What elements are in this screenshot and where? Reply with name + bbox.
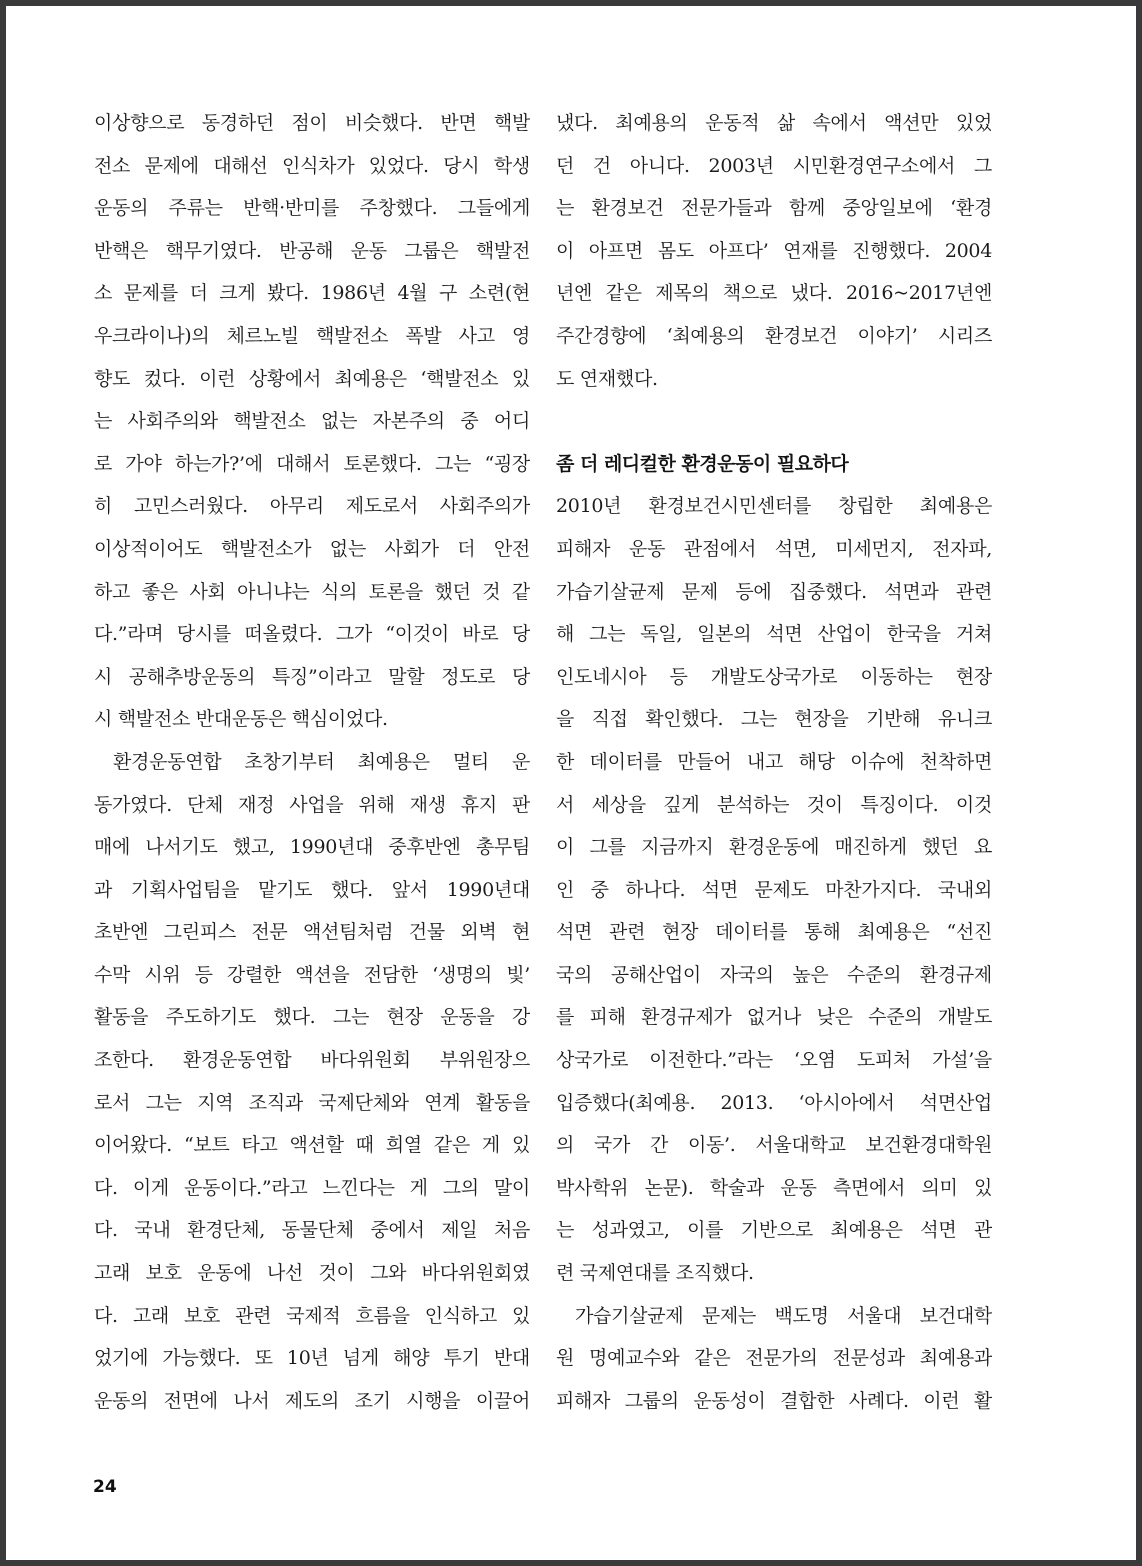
- text-line: 는 사회주의와 핵발전소 없는 자본주의 중 어디: [94, 410, 530, 433]
- text-line: 이어왔다. “보트 타고 액션할 때 희열 같은 게 있: [94, 1134, 530, 1157]
- text-line: 피해자 운동 관점에서 석면, 미세먼지, 전자파,: [556, 537, 992, 560]
- text-line: 다. 국내 환경단체, 동물단체 중에서 제일 처음: [94, 1219, 530, 1242]
- text-line: 이 그를 지금까지 환경운동에 매진하게 했던 요: [556, 836, 992, 859]
- text-line: 가습기살균제 문제 등에 집중했다. 석면과 관련: [556, 580, 992, 603]
- text-line: 이상향으로 동경하던 점이 비슷했다. 반면 핵발: [94, 112, 530, 134]
- text-line: 한 데이터를 만들어 내고 해당 이슈에 천착하면: [556, 750, 992, 773]
- text-line: 박사학위 논문). 학술과 운동 측면에서 의미 있: [556, 1176, 992, 1199]
- text-line: 는 성과였고, 이를 기반으로 최예용은 석면 관: [556, 1219, 992, 1242]
- text-line: 반핵은 핵무기였다. 반공해 운동 그룹은 핵발전: [94, 239, 530, 262]
- right-column: [556, 102, 992, 1422]
- text-line: 서 세상을 깊게 분석하는 것이 특징이다. 이것: [556, 793, 992, 816]
- text-line: 인도네시아 등 개발도상국가로 이동하는 현장: [556, 665, 992, 688]
- text-line: 해 그는 독일, 일본의 석면 산업이 한국을 거쳐: [556, 623, 992, 646]
- text-line: 다.”라며 당시를 떠올렸다. 그가 “이것이 바로 당: [94, 623, 530, 646]
- text-line: 상국가로 이전한다.”라는 ‘오염 도피처 가설’을: [556, 1049, 992, 1072]
- left-column: [94, 102, 530, 1422]
- text-line: 시 공해추방운동의 특징”이라고 말할 정도로 당: [94, 665, 530, 688]
- text-line: 소 문제를 더 크게 봤다. 1986년 4월 구 소련(현: [94, 282, 530, 305]
- text-line: 향도 컸다. 이런 상황에서 최예용은 ‘핵발전소 있: [94, 367, 530, 390]
- text-line: 매에 나서기도 했고, 1990년대 중후반엔 총무팀: [94, 836, 530, 859]
- text-line: 조한다. 환경운동연합 바다위원회 부위원장으: [94, 1049, 530, 1072]
- text-line: 다. 고래 보호 관련 국제적 흐름을 인식하고 있: [94, 1304, 530, 1327]
- page-number: 24: [93, 1477, 117, 1497]
- text-line: 주간경향에 ‘최예용의 환경보건 이야기’ 시리즈: [556, 324, 992, 347]
- text-line: 활동을 주도하기도 했다. 그는 현장 운동을 강: [94, 1006, 530, 1029]
- text-line: 이 아프면 몸도 아프다’ 연재를 진행했다. 2004: [556, 239, 992, 262]
- text-line: 던 건 아니다. 2003년 시민환경연구소에서 그: [556, 154, 992, 177]
- text-line: 원 명예교수와 같은 전문가의 전문성과 최예용과: [556, 1347, 992, 1370]
- section-heading: 좀 더 레디컬한 환경운동이 필요하다: [556, 452, 849, 475]
- text-line: 히 고민스러웠다. 아무리 제도로서 사회주의가: [94, 495, 530, 518]
- text-line: 운동의 전면에 나서 제도의 조기 시행을 이끌어: [94, 1389, 530, 1412]
- text-line: 운동의 주류는 반핵·반미를 주창했다. 그들에게: [94, 197, 530, 220]
- text-line: 피해자 그룹의 운동성이 결합한 사례다. 이런 활: [556, 1389, 992, 1412]
- text-line: 시 핵발전소 반대운동은 핵심이었다.: [94, 708, 388, 731]
- text-line: 로 가야 하는가?’에 대해서 토론했다. 그는 “굉장: [94, 452, 530, 475]
- text-line: 초반엔 그린피스 전문 액션팀처럼 건물 외벽 현: [94, 921, 530, 944]
- text-line: 었기에 가능했다. 또 10년 넘게 해양 투기 반대: [94, 1347, 530, 1370]
- text-line: 년엔 같은 제목의 책으로 냈다. 2016~2017년엔: [556, 282, 992, 305]
- text-line: 의 국가 간 이동’. 서울대학교 보건환경대학원: [556, 1134, 992, 1157]
- text-line: 을 직접 확인했다. 그는 현장을 기반해 유니크: [556, 708, 992, 731]
- text-line: 고래 보호 운동에 나선 것이 그와 바다위원회였: [94, 1262, 530, 1285]
- text-line: 도 연재했다.: [556, 367, 658, 390]
- text-line: 전소 문제에 대해선 인식차가 있었다. 당시 학생: [94, 154, 530, 177]
- text-line: 를 피해 환경규제가 없거나 낮은 수준의 개발도: [556, 1006, 992, 1029]
- text-line: 하고 좋은 사회 아니냐는 식의 토론을 했던 것 같: [94, 580, 530, 603]
- document-page: [6, 6, 1136, 1560]
- text-line: 수막 시위 등 강렬한 액션을 전담한 ‘생명의 빛’: [94, 963, 530, 986]
- paragraph-first-line: 환경운동연합 초창기부터 최예용은 멀티 운: [113, 750, 530, 773]
- text-line: 석면 관련 현장 데이터를 통해 최예용은 “선진: [556, 921, 992, 944]
- text-line: 과 기획사업팀을 맡기도 했다. 앞서 1990년대: [94, 878, 530, 901]
- text-line: 로서 그는 지역 조직과 국제단체와 연계 활동을: [94, 1091, 530, 1114]
- text-line: 우크라이나)의 체르노빌 핵발전소 폭발 사고 영: [94, 324, 530, 347]
- paragraph-first-line: 가습기살균제 문제는 백도명 서울대 보건대학: [575, 1304, 992, 1327]
- text-line: 이상적이어도 핵발전소가 없는 사회가 더 안전: [94, 537, 530, 560]
- text-line: 2010년 환경보건시민센터를 창립한 최예용은: [556, 495, 992, 518]
- text-line: 인 중 하나다. 석면 문제도 마찬가지다. 국내외: [556, 878, 992, 901]
- text-line: 다. 이게 운동이다.”라고 느낀다는 게 그의 말이: [94, 1176, 530, 1199]
- blank-line: [556, 400, 992, 443]
- text-line: 입증했다(최예용. 2013. ‘아시아에서 석면산업: [556, 1091, 992, 1114]
- text-line: 련 국제연대를 조직했다.: [556, 1262, 754, 1285]
- text-line: 냈다. 최예용의 운동적 삶 속에서 액션만 있었: [556, 112, 992, 134]
- text-line: 는 환경보건 전문가들과 함께 중앙일보에 ‘환경: [556, 197, 992, 220]
- text-line: 동가였다. 단체 재정 사업을 위해 재생 휴지 판: [94, 793, 530, 816]
- text-line: 국의 공해산업이 자국의 높은 수준의 환경규제: [556, 963, 992, 986]
